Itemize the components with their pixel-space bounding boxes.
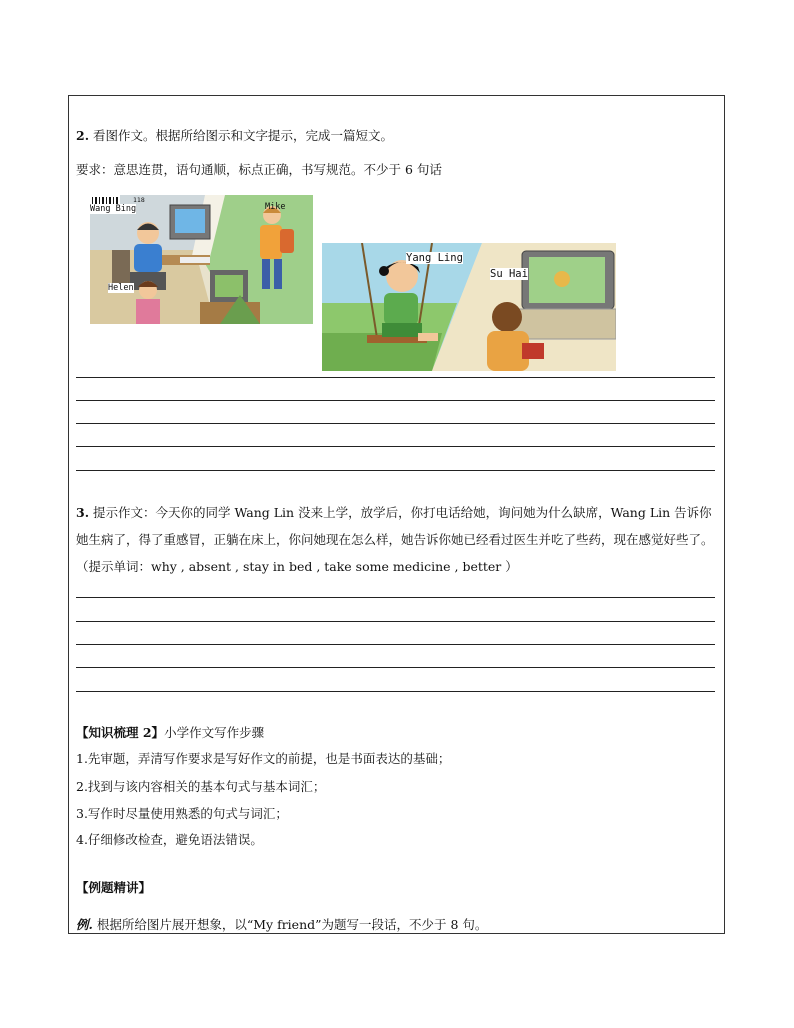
q3-number: 3. [76,505,90,520]
example-label: 例. [76,917,93,932]
label-helen: Helen [108,283,134,293]
writing-line [76,691,715,692]
q3-text: 提示作文：今天你的同学 Wang Lin 没来上学，放学后，你打电话给她，询问她为什么缺席，Wang Lin 告诉你她生病了，得了重感冒，正躺在床上，你问她现在怎么样，她告诉你她已经看过医生并吃了些药，现在感觉好些了。（提示单词：why , absent , stay in bed , take some medicine , better ） [76,505,714,574]
q2-title: 看图作文。根据所给图示和文字提示，完成一篇短文。 [93,128,394,143]
knowledge-heading-label: 【知识梳理 2】 [76,725,165,740]
writing-line [76,400,715,401]
q2-heading [76,128,393,144]
picture-left-illustration [90,195,313,324]
label-mike: Mike [265,202,286,212]
knowledge-step-1: 1.先审题，弄清写作要求是写好作文的前提，也是书面表达的基础； [76,751,451,766]
example-prompt [76,917,487,933]
label-wang-bing: Wang Bing [90,204,137,214]
knowledge-step-2: 2.找到与该内容相关的基本句式与基本词汇； [76,779,326,794]
label-su-hai: Su Hai [490,268,528,280]
example-heading: 【例题精讲】 [76,880,152,895]
picture-left [90,195,313,324]
knowledge-step-3: 3.写作时尽量使用熟悉的句式与词汇； [76,806,288,821]
writing-line [76,423,715,424]
knowledge-title: 小学作文写作步骤 [164,725,265,740]
q3-paragraph [76,499,716,580]
writing-line [76,377,715,378]
q2-number: 2. [76,128,90,143]
writing-line [76,667,715,668]
label-118: 118 [133,196,145,204]
label-yang-ling: Yang Ling [406,252,463,264]
picture-right-illustration [322,243,616,371]
knowledge-heading [76,725,264,741]
writing-line [76,644,715,645]
knowledge-step-4: 4.仔细修改检查，避免语法错误。 [76,832,263,847]
writing-line [76,621,715,622]
example-text: 根据所给图片展开想象，以“My friend”为题写一段话，不少于 8 句。 [96,917,488,932]
writing-line [76,597,715,598]
picture-right [322,243,616,371]
q2-requirement: 要求：意思连贯，语句通顺，标点正确，书写规范。不少于 6 句话 [76,162,442,177]
writing-line [76,470,715,471]
writing-line [76,446,715,447]
